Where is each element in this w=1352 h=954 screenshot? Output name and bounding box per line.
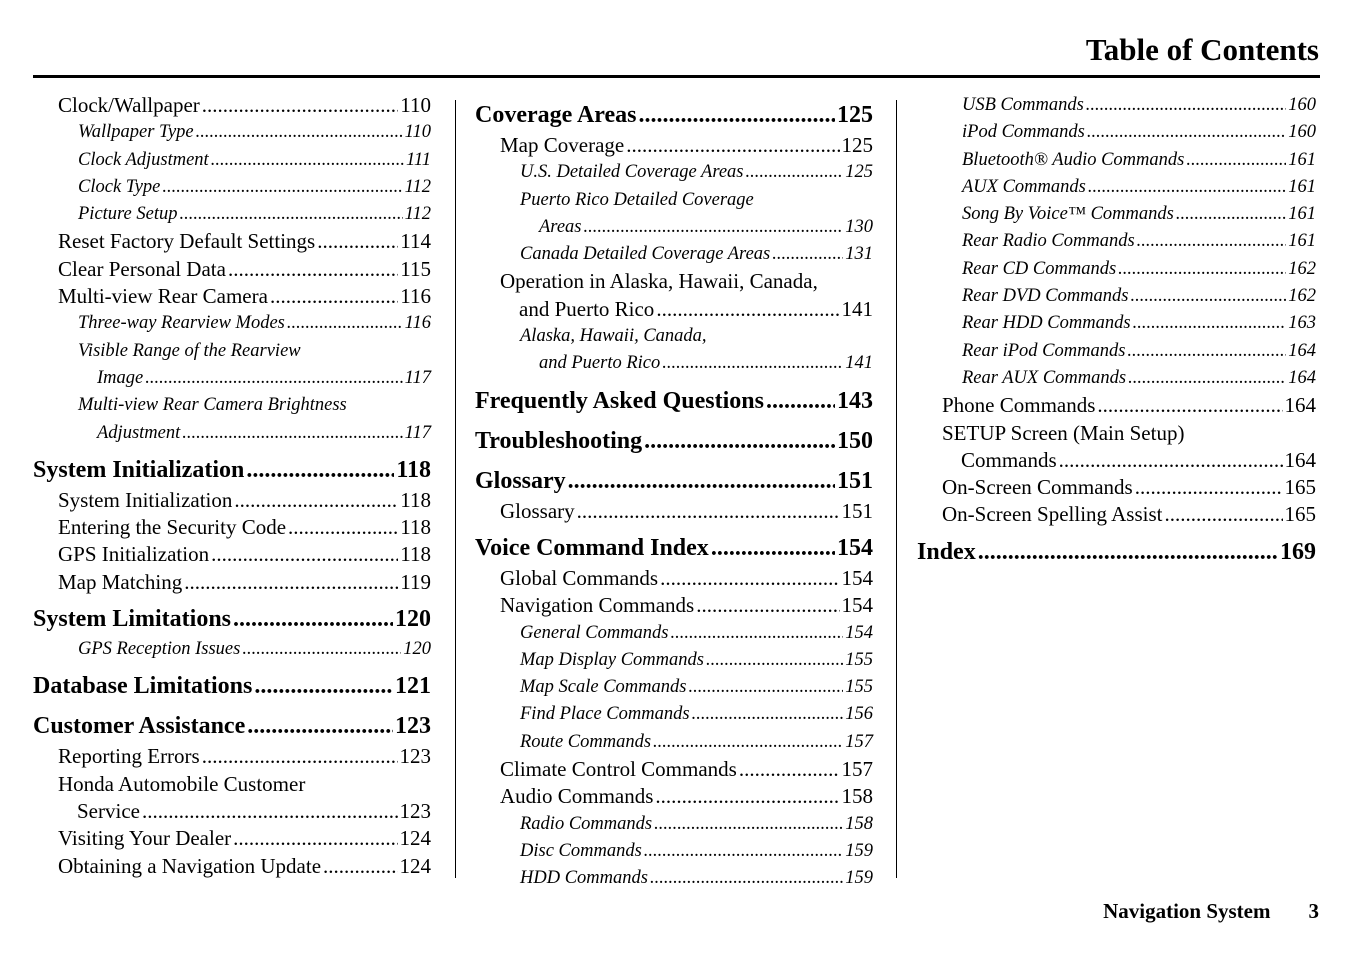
toc-entry[interactable] [475,592,873,619]
toc-entry-label: Song By Voice™ Commands [962,204,1174,225]
toc-entry-label: Map Matching [58,569,183,594]
toc-subentry[interactable] [475,187,873,242]
toc-page-number: 130 [845,216,873,237]
toc-page-number: 111 [405,149,431,170]
toc-entry-label: Puerto Rico Detailed Coverage [520,189,754,210]
toc-page-number: 154 [845,622,873,643]
toc-page-number: 161 [1288,149,1316,170]
toc-subentry[interactable] [33,119,431,146]
dot-leader [653,729,843,756]
toc-entry-label: Clock/Wallpaper [58,93,200,117]
toc-entry-label: Index [917,538,976,565]
toc-page-number: 164 [1288,340,1316,361]
dot-leader [1131,283,1287,310]
toc-entry[interactable] [33,514,431,541]
toc-entry-label: Rear Radio Commands [962,231,1135,252]
toc-page-number: 169 [1280,538,1316,565]
toc-page-number: 117 [404,367,431,388]
dot-leader [246,453,394,487]
toc-entry-label: On-Screen Spelling Assist [942,502,1163,527]
toc-entry-label: Glossary [475,467,566,494]
dot-leader [978,535,1278,569]
toc-section-entry[interactable] [475,384,873,418]
toc-page-number: 110 [404,122,431,143]
toc-entry-label-continued: Commands [961,447,1057,472]
dot-leader [772,241,843,268]
toc-entry-label: Customer Assistance [33,713,246,740]
toc-page-number: 160 [1288,95,1316,115]
dot-leader [228,256,398,283]
toc-entry-label-continued: Adjustment [97,422,181,443]
dot-leader [654,811,843,838]
dot-leader [644,838,843,865]
toc-entry[interactable] [33,256,431,283]
toc-section-entry[interactable] [475,98,873,132]
dot-leader [706,647,843,674]
toc-subentry[interactable] [475,838,873,865]
dot-leader [247,709,393,743]
toc-page-number: 165 [1284,475,1316,500]
toc-page-number: 164 [1284,447,1316,472]
toc-page-number: 116 [404,313,431,334]
dot-leader [211,147,404,174]
dot-leader [739,756,840,783]
toc-entry[interactable] [33,853,431,880]
dot-leader [211,541,398,568]
toc-entry-label: Rear CD Commands [962,258,1117,279]
dot-leader [202,92,399,119]
toc-page-number: 161 [1288,231,1316,252]
toc-section-entry[interactable] [33,669,431,703]
toc-page-number: 150 [837,427,873,454]
toc-entry-label: System Limitations [33,606,231,633]
toc-subentry[interactable] [917,256,1316,283]
footer-page-number: 3 [1308,899,1319,923]
dot-leader [1165,501,1283,528]
toc-entry-label: Three-way Rearview Modes [78,313,285,334]
toc-entry-label: Entering the Security Code [58,515,287,540]
dot-leader [1087,119,1286,146]
dot-leader [1059,447,1283,474]
toc-entry-label: Disc Commands [520,840,642,861]
toc-entry-label: Rear iPod Commands [962,340,1126,361]
toc-entry-label: Multi-view Rear Camera Brightness [78,395,347,416]
toc-page-number: 164 [1284,393,1316,418]
toc-entry[interactable] [33,283,431,310]
toc-section-entry[interactable] [33,709,431,743]
toc-subentry[interactable] [33,636,431,663]
dot-leader [692,701,844,728]
dot-leader [287,310,403,337]
toc-entry-label: Database Limitations [33,673,253,700]
toc-entry-label: Glossary [500,498,575,523]
toc-entry-label: Visiting Your Dealer [58,826,232,851]
toc-subentry[interactable] [475,159,873,186]
toc-section-entry[interactable] [917,535,1316,569]
toc-entry[interactable] [475,783,873,810]
toc-entry-label: Picture Setup [78,204,178,225]
toc-entry[interactable] [917,420,1316,475]
toc-page-number: 162 [1288,258,1316,279]
toc-entry-label: Bluetooth® Audio Commands [962,149,1185,170]
toc-section-entry[interactable] [475,531,873,565]
toc-entry-label: Honda Automobile Customer [58,771,306,796]
toc-page-number: 157 [841,757,873,782]
toc-entry-label: Multi-view Rear Camera [58,284,268,309]
toc-page-number: 151 [841,498,873,523]
toc-entry-label: Rear DVD Commands [962,286,1129,307]
dot-leader [644,424,835,458]
toc-entry-label: Operation in Alaska, Hawaii, Canada, [500,269,818,294]
toc-subentry[interactable] [917,283,1316,310]
toc-entry-label: Wallpaper Type [78,122,194,143]
toc-page-number: 118 [400,542,431,567]
dot-leader [242,636,401,663]
toc-page-number: 162 [1288,286,1316,307]
toc-subentry[interactable] [917,310,1316,337]
toc-page-number: 110 [400,93,431,117]
toc-page-number: 141 [845,353,873,374]
toc-page-number: 161 [1288,204,1316,225]
dot-leader [196,119,403,146]
toc-subentry[interactable] [33,147,431,174]
toc-page-number: 155 [845,649,873,670]
toc-page-number: 159 [845,840,873,861]
toc-entry-label: Reporting Errors [58,744,200,769]
dot-leader [288,514,398,541]
toc-entry[interactable] [33,569,431,596]
toc-subentry[interactable] [475,701,873,728]
dot-leader [254,669,393,703]
dot-leader [577,498,840,525]
dot-leader [696,592,839,619]
toc-column-2 [475,92,873,893]
toc-page-number: 154 [841,593,873,618]
toc-entry-label: Map Scale Commands [520,677,687,698]
toc-subentry[interactable] [33,338,431,393]
toc-entry-label: Phone Commands [942,393,1096,418]
toc-page-number: 112 [404,176,431,197]
toc-subentry[interactable] [475,620,873,647]
toc-page-number: 121 [395,673,431,700]
toc-page-number: 125 [837,102,873,128]
dot-leader [568,464,835,498]
dot-leader [688,674,843,701]
toc-page-number: 151 [837,467,873,494]
toc-page-number: 124 [399,826,431,851]
dot-leader [650,865,843,892]
page-footer [1103,896,1319,926]
toc-entry-label-continued: Image [97,367,144,388]
toc-subentry[interactable] [917,338,1316,365]
toc-page-number: 164 [1288,367,1316,388]
toc-entry-label-continued: and Puerto Rico [519,296,655,321]
toc-entry-label: USB Commands [962,95,1084,115]
dot-leader [317,228,398,255]
toc-entry-label: iPod Commands [962,122,1085,143]
toc-subentry[interactable] [475,729,873,756]
dot-leader [182,420,402,447]
dot-leader [234,487,398,514]
dot-leader [1097,392,1282,419]
toc-entry-label: System Initialization [58,487,233,512]
toc-entry-label: System Initialization [33,456,245,483]
dot-leader [1118,256,1286,283]
toc-entry-label: U.S. Detailed Coverage Areas [520,162,744,183]
dot-leader [583,214,843,241]
toc-section-entry[interactable] [33,602,431,636]
toc-subentry[interactable] [33,392,431,447]
toc-entry-label: On-Screen Commands [942,475,1133,500]
toc-section-entry[interactable] [33,453,431,487]
toc-entry[interactable] [33,771,431,826]
toc-entry-label: Reset Factory Default Settings [58,229,316,254]
toc-page-number: 120 [395,606,431,633]
dot-leader [1176,201,1286,228]
toc-subentry[interactable] [475,241,873,268]
toc-subentry[interactable] [475,865,873,892]
dot-leader [656,296,839,323]
toc-page-number: 120 [403,639,431,660]
dot-leader [180,201,403,228]
toc-entry-label: General Commands [520,622,669,643]
toc-entry-label: Visible Range of the Rearview [78,340,301,361]
toc-entry-label: Map Coverage [500,133,625,157]
toc-page-number: 119 [400,569,431,594]
toc-entry-label: Voice Command Index [475,534,709,561]
dot-leader [162,174,402,201]
toc-column-1 [33,92,431,880]
dot-leader [145,365,402,392]
toc-entry-label: Rear HDD Commands [962,313,1131,334]
toc-subentry[interactable] [917,174,1316,201]
toc-page-number: 131 [845,244,873,265]
toc-entry-label-continued: Service [77,798,140,823]
toc-subentry[interactable] [475,811,873,838]
toc-entry-label: Obtaining a Navigation Update [58,853,322,878]
toc-entry-label: AUX Commands [962,176,1086,197]
toc-page-number: 154 [841,565,873,590]
toc-subentry[interactable] [475,323,873,378]
toc-entry[interactable] [475,268,873,323]
toc-entry-label: Frequently Asked Questions [475,387,764,414]
toc-entry-label: Climate Control Commands [500,757,737,782]
toc-subentry[interactable] [917,119,1316,146]
dot-leader [233,825,397,852]
toc-subentry[interactable] [33,174,431,201]
toc-page-number: 154 [837,534,873,561]
toc-entry-label: Audio Commands [500,784,654,809]
toc-entry-label: Clock Adjustment [78,149,209,170]
toc-entry[interactable] [33,541,431,568]
toc-page-number: 118 [400,515,431,540]
page-title: Table of Contents [1085,32,1319,67]
toc-entry-label: Rear AUX Commands [962,367,1127,388]
toc-page-number: 123 [395,713,431,740]
toc-entry-label: Clear Personal Data [58,256,226,281]
toc-subentry[interactable] [33,310,431,337]
toc-entry-label: Radio Commands [520,813,653,834]
toc-entry[interactable] [475,756,873,783]
toc-subentry[interactable] [33,201,431,228]
dot-leader [323,853,397,880]
dot-leader [766,384,835,418]
toc-entry-label: GPS Initialization [58,542,210,567]
dot-leader [1135,474,1283,501]
toc-subentry[interactable] [475,674,873,701]
toc-column-3 [917,92,1316,569]
dot-leader [202,743,398,770]
toc-page-number: 118 [400,487,431,512]
toc-entry-label: Canada Detailed Coverage Areas [520,244,771,265]
toc-page-number: 123 [399,744,431,769]
toc-entry-label-continued: Areas [539,216,582,237]
toc-subentry[interactable] [917,365,1316,392]
toc-page-number: 115 [400,256,431,281]
dot-leader [233,602,393,636]
dot-leader [660,565,839,592]
toc-entry-label: GPS Reception Issues [78,639,241,660]
toc-subentry[interactable] [917,92,1316,119]
toc-entry[interactable] [475,132,873,159]
toc-entry-label: Alaska, Hawaii, Canada, [520,326,707,347]
toc-entry-label: Clock Type [78,176,161,197]
dot-leader [1133,310,1287,337]
toc-section-entry[interactable] [475,464,873,498]
footer-section-title: Navigation System [1103,899,1271,923]
toc-entry[interactable] [33,743,431,770]
toc-entry-label: Route Commands [520,731,652,752]
dot-leader [184,569,398,596]
toc-page-number: 158 [845,813,873,834]
toc-page-number: 118 [396,456,431,483]
toc-entry-label: Find Place Commands [520,704,690,725]
toc-entry[interactable] [33,228,431,255]
toc-entry[interactable] [33,825,431,852]
toc-subentry[interactable] [475,647,873,674]
toc-entry-label: Coverage Areas [475,102,637,128]
toc-page-number: 165 [1284,502,1316,527]
dot-leader [711,531,835,565]
toc-subentry[interactable] [917,228,1316,255]
toc-page-number: 156 [845,704,873,725]
toc-page-number: 125 [845,162,873,183]
toc-entry[interactable] [917,501,1316,528]
toc-entry-label-continued: and Puerto Rico [539,353,661,374]
toc-subentry[interactable] [917,201,1316,228]
dot-leader [1137,228,1287,255]
dot-leader [1088,174,1286,201]
toc-page-number: 125 [841,133,873,157]
toc-entry[interactable] [475,565,873,592]
toc-page-number: 123 [399,798,431,823]
toc-page-number: 116 [400,284,431,309]
toc-page-number: 155 [845,677,873,698]
toc-page-number: 143 [837,387,873,414]
dot-leader [1086,92,1286,119]
toc-page-number: 158 [841,784,873,809]
toc-entry-label: Navigation Commands [500,593,695,618]
dot-leader [746,159,844,186]
toc-subentry[interactable] [917,147,1316,174]
toc-page-number: 163 [1288,313,1316,334]
toc-page-number: 112 [404,204,431,225]
toc-page-number: 160 [1288,122,1316,143]
toc-page-number: 124 [399,853,431,878]
dot-leader [671,620,844,647]
dot-leader [662,350,843,377]
toc-entry-label: Map Display Commands [520,649,704,670]
toc-entry[interactable] [33,487,431,514]
toc-entry-label: HDD Commands [520,868,648,889]
toc-entry[interactable] [917,392,1316,419]
toc-page-number: 117 [404,422,431,443]
toc-page-number: 161 [1288,176,1316,197]
dot-leader [1128,365,1286,392]
toc-entry-label: SETUP Screen (Main Setup) [942,420,1185,445]
dot-leader [142,798,398,825]
toc-entry[interactable] [475,498,873,525]
dot-leader [626,132,839,159]
toc-page-number: 141 [841,296,873,321]
toc-page-number: 157 [845,731,873,752]
toc-section-entry[interactable] [475,424,873,458]
column-divider [896,100,897,878]
dot-leader [655,783,839,810]
toc-page-number: 159 [845,868,873,889]
column-divider [455,100,456,878]
toc-entry-label: Troubleshooting [475,427,643,454]
toc-entry[interactable] [917,474,1316,501]
dot-leader [1186,147,1286,174]
toc-page-number: 114 [400,229,431,254]
dot-leader [639,98,835,132]
dot-leader [1127,338,1286,365]
toc-entry[interactable] [33,92,431,119]
toc-entry-label: Global Commands [500,565,659,590]
dot-leader [270,283,398,310]
title-rule [33,75,1320,78]
